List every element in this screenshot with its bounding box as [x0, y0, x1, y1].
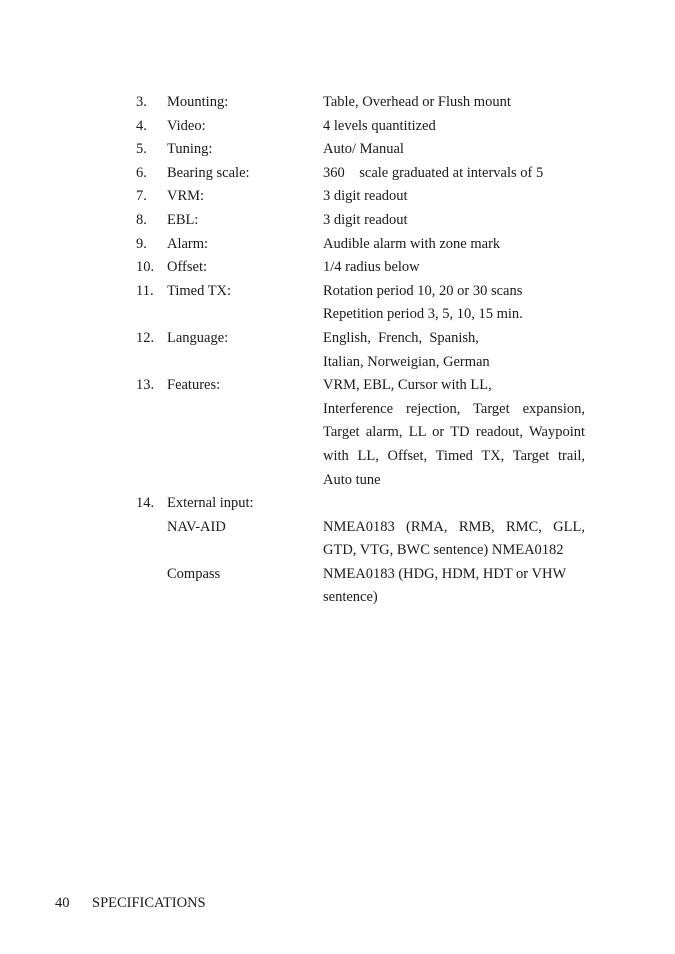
- spec-label: Features:: [167, 377, 221, 394]
- spec-row-language: [0, 327, 675, 351]
- spec-label: Tuning:: [167, 141, 213, 158]
- spec-value: 4 levels quantitized: [323, 117, 436, 134]
- item-number: 10.: [136, 259, 155, 276]
- spec-value: Auto/ Manual: [323, 141, 404, 158]
- spec-row-tuning: [0, 138, 675, 162]
- spec-value: with LL, Offset, Timed TX, Target trail,: [323, 447, 585, 464]
- spec-row-video: [0, 115, 675, 139]
- spec-label: Mounting:: [167, 94, 229, 110]
- spec-value: Italian, Norweigian, German: [323, 353, 490, 370]
- item-number: 11.: [136, 282, 154, 299]
- spec-value: Audible alarm with zone mark: [323, 235, 501, 252]
- item-number: 14.: [136, 495, 155, 512]
- spec-row-nav-aid-cont: [0, 539, 675, 563]
- spec-row-vrm: [0, 185, 675, 209]
- spec-row-compass-cont: [0, 586, 675, 610]
- item-number: 13.: [136, 377, 155, 394]
- spec-label: Video:: [167, 117, 206, 134]
- spec-row-offset: [0, 256, 675, 280]
- spec-row-language-cont: [0, 351, 675, 375]
- spec-value: 1/4 radius below: [323, 259, 420, 276]
- spec-value: 360 scale graduated at intervals of 5: [323, 164, 544, 181]
- spec-label: EBL:: [167, 211, 199, 228]
- item-number: 8.: [136, 211, 147, 228]
- item-number: 7.: [136, 188, 147, 205]
- spec-value: VRM, EBL, Cursor with LL,: [323, 377, 492, 394]
- spec-label: External input:: [167, 495, 254, 512]
- spec-label: Bearing scale:: [167, 164, 250, 181]
- item-number: 9.: [136, 235, 147, 252]
- item-number: 5.: [136, 141, 147, 158]
- spec-value: Auto tune: [323, 471, 381, 488]
- spec-value: Table, Overhead or Flush mount: [323, 94, 511, 110]
- spec-row-mounting: [0, 91, 675, 115]
- spec-label: VRM:: [167, 188, 205, 205]
- spec-value: 3 digit readout: [323, 188, 408, 205]
- section-title: SPECIFICATIONS: [92, 895, 206, 911]
- item-number: 4.: [136, 117, 147, 134]
- spec-label: Alarm:: [167, 235, 209, 252]
- spec-sublabel: NAV-AID: [167, 518, 226, 535]
- item-number: 12.: [136, 329, 155, 346]
- spec-value: GTD, VTG, BWC sentence) NMEA0182: [323, 542, 564, 559]
- specifications-list: [0, 91, 675, 610]
- spec-value: sentence): [323, 589, 378, 606]
- spec-row-features-cont: [0, 445, 675, 469]
- spec-row-nav-aid: [0, 516, 675, 540]
- spec-row-features-cont: [0, 421, 675, 445]
- spec-row-timed-tx: [0, 280, 675, 304]
- spec-value: English, French, Spanish,: [323, 329, 479, 346]
- spec-row-ebl: [0, 209, 675, 233]
- item-number: 3.: [136, 94, 147, 110]
- spec-label: Timed TX:: [167, 282, 232, 299]
- spec-value: Repetition period 3, 5, 10, 15 min.: [323, 306, 523, 323]
- spec-value: Rotation period 10, 20 or 30 scans: [323, 282, 523, 299]
- item-number: 6.: [136, 164, 147, 181]
- spec-value: Target alarm, LL or TD readout, Waypoint: [323, 424, 585, 441]
- spec-value: NMEA0183 (RMA, RMB, RMC, GLL,: [323, 518, 585, 535]
- spec-value: Interference rejection, Target expansion,: [323, 400, 585, 417]
- page-number: 40: [55, 895, 70, 911]
- spec-row-bearing-scale: [0, 162, 675, 186]
- spec-row-features: [0, 374, 675, 398]
- spec-row-features-cont: [0, 398, 675, 422]
- spec-row-alarm: [0, 233, 675, 257]
- spec-row-timed-tx-cont: [0, 303, 675, 327]
- spec-value: 3 digit readout: [323, 211, 408, 228]
- spec-sublabel: Compass: [167, 565, 221, 582]
- spec-value: NMEA0183 (HDG, HDM, HDT or VHW: [323, 565, 567, 582]
- spec-label: Language:: [167, 329, 229, 346]
- spec-row-external-input: [0, 492, 675, 516]
- spec-row-compass: [0, 563, 675, 587]
- spec-label: Offset:: [167, 259, 208, 276]
- spec-row-features-cont: [0, 469, 675, 493]
